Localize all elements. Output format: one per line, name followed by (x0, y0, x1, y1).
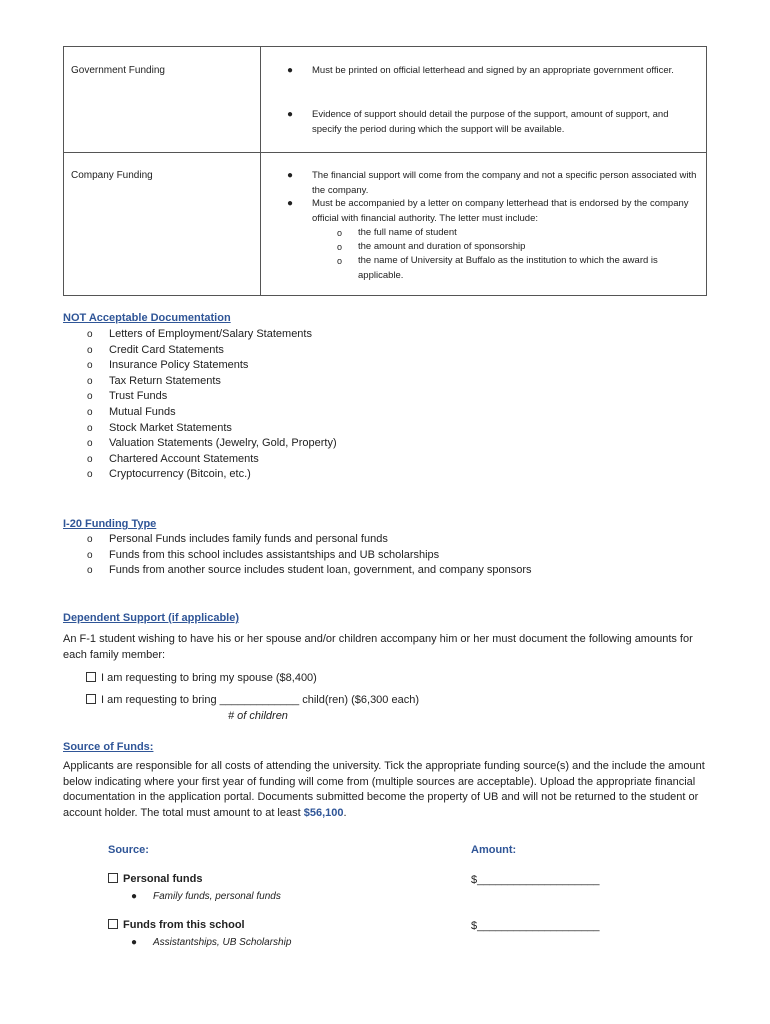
list-item: o Valuation Statements (Jewelry, Gold, Property) (63, 436, 337, 452)
circle-bullet-icon: o (337, 256, 343, 266)
circle-bullet-icon: o (337, 242, 343, 252)
circle-bullet-icon: o (87, 469, 93, 481)
circle-bullet-icon: o (87, 406, 93, 418)
list-item: o Personal Funds includes family funds and personal funds (63, 532, 532, 548)
circle-bullet-icon: o (87, 391, 93, 403)
company-sub-item-3: o the name of University at Buffalo as the institution to which the award is applicable. (337, 255, 658, 281)
children-option (86, 693, 419, 708)
amount-header: Amount: (471, 844, 517, 856)
school-funds-detail: ● Assistantships, UB Scholarship (131, 937, 292, 948)
circle-bullet-icon: o (87, 344, 93, 356)
government-funding-label: Government Funding (71, 65, 165, 76)
company-funding-label: Company Funding (71, 170, 153, 181)
list-item: o Trust Funds (63, 389, 337, 405)
company-bullet-2: ● Must be accompanied by a letter on company letterhead that is endorsed by the company official with financial authority. The letter must include: (287, 198, 689, 224)
company-sub-item-1: o the full name of student (358, 226, 698, 241)
i20-funding-type-title: I-20 Funding Type (63, 518, 157, 530)
children-count-caption: # of children (228, 710, 288, 722)
list-item: o Tax Return Statements (63, 374, 337, 390)
school-funds-checkbox[interactable] (108, 919, 118, 929)
table-column-divider (260, 47, 261, 295)
spouse-option (86, 671, 317, 686)
circle-bullet-icon: o (87, 549, 93, 561)
spouse-option-label: I am requesting to bring my spouse ($8,400) (101, 672, 317, 684)
bullet-icon: ● (287, 170, 294, 181)
government-bullet-2: ● Evidence of support should detail the purpose of the support, amount of support, and specify the period during which the support will be available. (287, 109, 669, 135)
spouse-checkbox[interactable] (86, 672, 96, 682)
funding-requirements-table (63, 46, 707, 296)
i20-funding-type-list (63, 532, 532, 579)
not-acceptable-list (63, 327, 337, 483)
bullet-icon: ● (287, 65, 294, 76)
list-item: o Credit Card Statements (63, 343, 337, 359)
circle-bullet-icon: o (87, 565, 93, 577)
list-item: o Stock Market Statements (63, 421, 337, 437)
children-option-label: I am requesting to bring _____________ child(ren) ($6,300 each) (101, 694, 419, 706)
list-item: o Mutual Funds (63, 405, 337, 421)
circle-bullet-icon: o (87, 329, 93, 340)
not-acceptable-title: NOT Acceptable Documentation (63, 312, 231, 324)
circle-bullet-icon: o (87, 438, 93, 450)
bullet-icon: ● (131, 937, 138, 948)
dependent-support-text: An F-1 student wishing to have his or her spouse and/or children accompany him or her must document the following amounts for each family member: (63, 633, 693, 661)
circle-bullet-icon: o (87, 534, 93, 545)
circle-bullet-icon: o (87, 422, 93, 434)
list-item: o Funds from another source includes student loan, government, and company sponsors (63, 563, 532, 579)
list-item: o Funds from this school includes assistantships and UB scholarships (63, 548, 532, 564)
bullet-icon: ● (287, 198, 294, 209)
circle-bullet-icon: o (87, 375, 93, 387)
school-funds-option: Funds from this school (108, 919, 245, 931)
circle-bullet-icon: o (337, 228, 343, 238)
list-item: o Cryptocurrency (Bitcoin, etc.) (63, 467, 337, 483)
source-of-funds-text: Applicants are responsible for all costs of attending the university. Tick the appropriate funding source(s) and the include the amount below indicating where your first year of funding will come from (multiple sources are acceptable). Upload the appropriate financial documentation in the application portal. Documents submitted become the property of UB and will not be returned to the student or account holder. The total must amount to at least $56,100. (63, 760, 705, 819)
bullet-icon: ● (287, 109, 294, 120)
list-item: o Letters of Employment/Salary Statements (63, 327, 337, 343)
bullet-icon: ● (131, 891, 138, 902)
school-funds-amount-field[interactable]: $____________________ (471, 920, 600, 932)
list-item: o Chartered Account Statements (63, 452, 337, 468)
company-bullet-1: ● The financial support will come from the company and not a specific person associated with the company. (287, 170, 697, 196)
dependent-support-title: Dependent Support (if applicable) (63, 612, 240, 624)
list-item: o Insurance Policy Statements (63, 358, 337, 374)
table-row-divider (64, 152, 706, 153)
children-checkbox[interactable] (86, 694, 96, 704)
source-header: Source: (108, 844, 149, 856)
minimum-amount: $56,100 (303, 806, 344, 819)
personal-funds-detail: ● Family funds, personal funds (131, 891, 281, 902)
source-of-funds-title: Source of Funds: (63, 741, 154, 753)
government-bullet-1: ● Must be printed on official letterhead and signed by an appropriate government officer. (312, 64, 697, 79)
company-sub-item-2: o the amount and duration of sponsorship (358, 240, 698, 255)
circle-bullet-icon: o (87, 360, 93, 372)
personal-funds-amount-field[interactable]: $____________________ (471, 874, 600, 886)
personal-funds-option: Personal funds (108, 873, 202, 885)
personal-funds-checkbox[interactable] (108, 873, 118, 883)
circle-bullet-icon: o (87, 453, 93, 465)
